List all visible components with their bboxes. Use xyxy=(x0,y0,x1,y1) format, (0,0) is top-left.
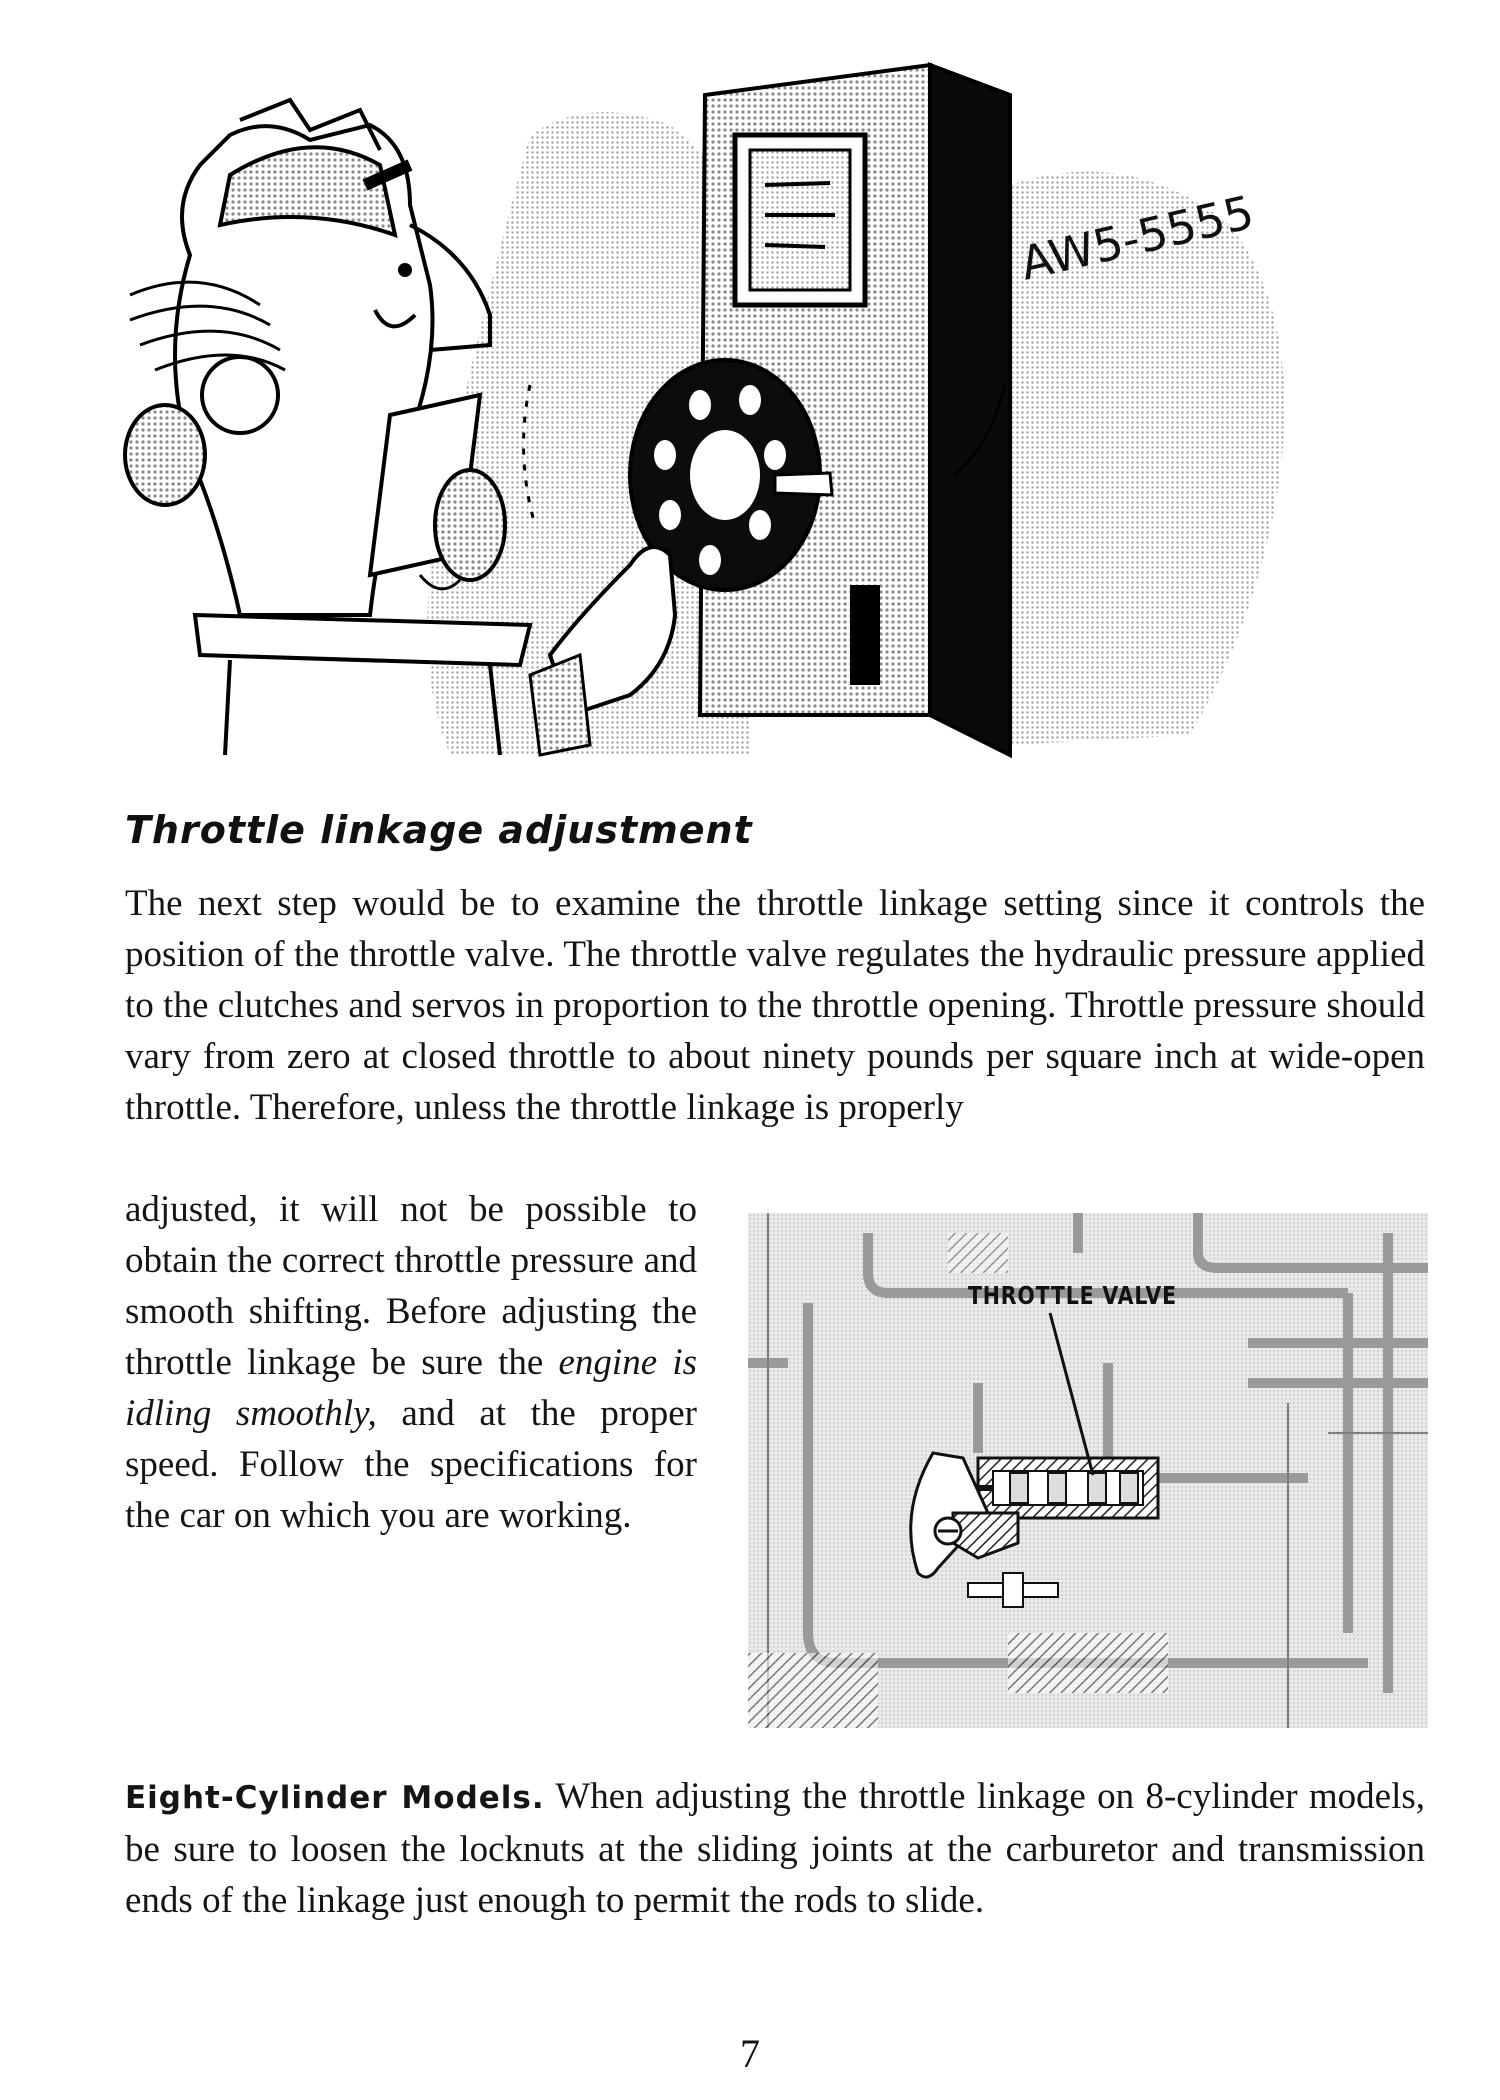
throttle-valve-label: THROTTLE VALVE xyxy=(968,1281,1177,1310)
section-heading: Throttle linkage adjustment xyxy=(125,808,753,852)
paragraph-eight-cylinder xyxy=(125,1771,1425,1926)
eight-cylinder-runin-heading: Eight-Cylinder Models. xyxy=(125,1780,545,1816)
eight-cylinder-text: When adjusting the throttle linkage on 8-cylinder models, be sure to loosen the locknuts at the sliding joints at the carburetor and transmission ends of the linkage just enough to permit the rods to slide. xyxy=(125,1776,1426,1921)
throttle-valve-diagram xyxy=(748,1213,1428,1728)
page-number: 7 xyxy=(740,2031,760,2076)
paragraph-throttle-linkage: The next step would be to examine the throttle linkage setting since it controls the position of the throttle valve. The throttle valve regulates the hydraulic pressure applied to the clutches and servos in proportion to the throttle opening. Throttle pressure should vary from zero at closed throttle to about ninety pounds per square inch at wide-open throttle. Therefore, unless the throttle linkage is properly xyxy=(125,883,1425,1128)
paragraph-linkage-adjusting xyxy=(125,1184,697,1541)
paragraph-part-2: and at the proper speed. Follow the specifications for the car on which you are working. xyxy=(125,1393,697,1536)
phone-number-label: AW5-5555 xyxy=(1015,184,1259,291)
paragraph-part-1: adjusted, it will not be possible to obtain the correct throttle pressure and smooth shifting. Before adjusting the throttle linkage be sure the xyxy=(125,1189,697,1383)
mechanic-telephone-illustration xyxy=(110,55,1380,795)
emphasis-engine-idling: engine is idling smoothly, xyxy=(125,1342,697,1434)
